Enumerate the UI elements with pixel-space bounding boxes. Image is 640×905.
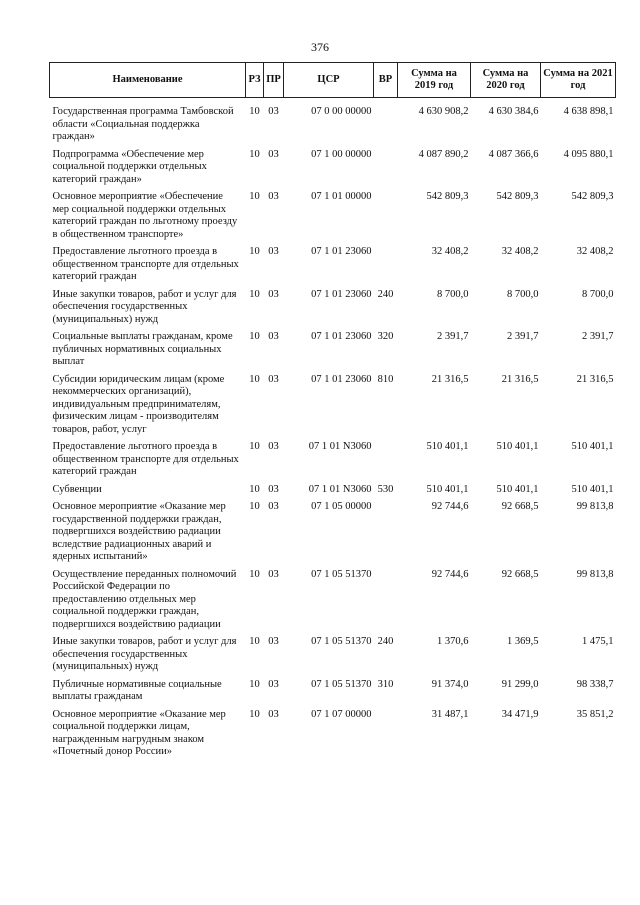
cell-name: Предоставление льготного проезда в общественном транспорте для отдельных категорий граждан bbox=[52, 441, 239, 477]
table-row bbox=[50, 677, 616, 707]
header-vr: ВР bbox=[374, 63, 398, 98]
cell-sum-2021: 2 391,7 bbox=[582, 331, 614, 342]
cell-sum-2020: 92 668,5 bbox=[501, 501, 539, 512]
cell-rz: 10 bbox=[249, 568, 260, 580]
cell-rz: 10 bbox=[249, 636, 260, 647]
cell-sum-2020: 8 700,0 bbox=[507, 288, 539, 300]
page-number: 376 bbox=[311, 40, 329, 54]
cell-sum-2020: 542 809,3 bbox=[496, 191, 539, 202]
cell-sum-2020: 2 391,7 bbox=[507, 331, 539, 342]
cell-rz: 10 bbox=[249, 483, 260, 495]
header-sum-2019: Сумма на 2019 год bbox=[398, 63, 471, 98]
cell-sum-2021: 510 401,1 bbox=[571, 483, 614, 495]
cell-sum-2019: 4 630 908,2 bbox=[418, 106, 469, 117]
cell-sum-2019: 510 401,1 bbox=[426, 441, 469, 452]
cell-vr bbox=[374, 439, 398, 482]
header-csr: ЦСР bbox=[284, 63, 374, 98]
table-row bbox=[50, 329, 616, 372]
cell-pr: 03 bbox=[268, 191, 279, 202]
cell-name: Публичные нормативные социальные выплаты гражданам bbox=[52, 678, 222, 702]
cell-sum-2021: 98 338,7 bbox=[576, 678, 614, 690]
cell-name: Субвенции bbox=[52, 483, 102, 495]
cell-sum-2019: 542 809,3 bbox=[426, 191, 469, 202]
table-row bbox=[50, 372, 616, 440]
cell-rz: 10 bbox=[249, 501, 260, 512]
cell-csr: 07 1 05 51370 bbox=[311, 678, 372, 690]
table-row bbox=[50, 98, 616, 147]
table-row bbox=[50, 189, 616, 244]
cell-name: Основное мероприятие «Обеспечение мер социальной поддержки отдельных категорий граждан по льготному проезду в общественном транспорте» bbox=[52, 191, 238, 240]
cell-name: Социальные выплаты гражданам, кроме публичных нормативных социальных выплат bbox=[52, 331, 233, 367]
cell-rz: 10 bbox=[249, 288, 260, 300]
cell-name: Иные закупки товаров, работ и услуг для обеспечения государственных (муниципальных) нужд bbox=[52, 636, 237, 672]
header-pr: ПР bbox=[264, 63, 284, 98]
cell-name: Осуществление переданных полномочий Российской Федерации по предоставлению отдельных мер социальной поддержки граждан, подвергшихся воздействию радиации bbox=[52, 568, 237, 630]
cell-vr bbox=[374, 147, 398, 190]
cell-csr: 07 1 05 51370 bbox=[311, 636, 372, 647]
cell-sum-2021: 510 401,1 bbox=[571, 441, 614, 452]
cell-sum-2019: 8 700,0 bbox=[437, 288, 469, 300]
cell-sum-2021: 542 809,3 bbox=[571, 191, 614, 202]
cell-rz: 10 bbox=[249, 373, 260, 385]
cell-sum-2021: 32 408,2 bbox=[576, 246, 614, 257]
header-sum-2020: Сумма на 2020 год bbox=[471, 63, 541, 98]
cell-pr: 03 bbox=[268, 441, 279, 452]
cell-name: Основное мероприятие «Оказание мер социальной поддержки лицам, награжденным нагрудным знаком «Почетный донор России» bbox=[52, 708, 226, 757]
cell-sum-2020: 91 299,0 bbox=[501, 678, 539, 690]
cell-vr bbox=[374, 567, 398, 635]
cell-rz: 10 bbox=[249, 106, 260, 117]
cell-vr: 320 bbox=[377, 331, 394, 342]
cell-name: Иные закупки товаров, работ и услуг для обеспечения государственных (муниципальных) нужд bbox=[52, 288, 237, 325]
header-name: Наименование bbox=[50, 63, 246, 98]
cell-csr: 07 1 01 23060 bbox=[311, 246, 372, 257]
cell-name: Государственная программа Тамбовской области «Социальная поддержка граждан» bbox=[52, 106, 234, 142]
cell-csr: 07 1 01 00000 bbox=[311, 191, 372, 202]
cell-vr: 530 bbox=[377, 483, 394, 495]
cell-rz: 10 bbox=[249, 708, 260, 720]
cell-pr: 03 bbox=[268, 708, 279, 720]
cell-csr: 07 1 05 51370 bbox=[311, 568, 372, 580]
cell-sum-2021: 8 700,0 bbox=[582, 288, 614, 300]
cell-sum-2020: 510 401,1 bbox=[496, 441, 539, 452]
cell-sum-2019: 92 744,6 bbox=[431, 501, 469, 512]
cell-pr: 03 bbox=[268, 288, 279, 300]
table-row bbox=[50, 244, 616, 287]
cell-sum-2020: 4 087 366,6 bbox=[488, 148, 539, 160]
cell-rz: 10 bbox=[249, 441, 260, 452]
cell-csr: 07 1 05 00000 bbox=[311, 501, 372, 512]
cell-pr: 03 bbox=[268, 373, 279, 385]
cell-vr: 240 bbox=[377, 636, 394, 647]
cell-rz: 10 bbox=[249, 191, 260, 202]
header-sum-2021: Сумма на 2021 год bbox=[541, 63, 616, 98]
cell-pr: 03 bbox=[268, 246, 279, 257]
cell-sum-2019: 31 487,1 bbox=[431, 708, 469, 720]
table-row bbox=[50, 147, 616, 190]
cell-pr: 03 bbox=[268, 106, 279, 117]
cell-sum-2019: 2 391,7 bbox=[437, 331, 469, 342]
cell-sum-2019: 1 370,6 bbox=[437, 636, 469, 647]
cell-csr: 07 1 01 23060 bbox=[311, 373, 372, 385]
cell-vr: 310 bbox=[377, 678, 394, 690]
cell-csr: 07 1 00 00000 bbox=[311, 148, 372, 160]
cell-sum-2021: 4 095 880,1 bbox=[563, 148, 614, 160]
cell-sum-2019: 32 408,2 bbox=[431, 246, 469, 257]
cell-vr bbox=[374, 707, 398, 762]
cell-name: Субсидии юридическим лицам (кроме некоммерческих организаций), индивидуальным предпринимателям, физическим лицам - производителям товаров, работ, услуг bbox=[52, 373, 225, 435]
cell-vr bbox=[374, 244, 398, 287]
cell-sum-2019: 4 087 890,2 bbox=[418, 148, 469, 160]
cell-vr bbox=[374, 189, 398, 244]
cell-sum-2019: 91 374,0 bbox=[431, 678, 469, 690]
cell-pr: 03 bbox=[268, 148, 279, 160]
cell-sum-2019: 92 744,6 bbox=[431, 568, 469, 580]
cell-pr: 03 bbox=[268, 483, 279, 495]
cell-sum-2021: 99 813,8 bbox=[576, 568, 614, 580]
table-row bbox=[50, 499, 616, 567]
cell-csr: 07 1 01 23060 bbox=[311, 331, 372, 342]
cell-vr bbox=[374, 499, 398, 567]
table-body bbox=[50, 98, 616, 762]
cell-vr: 240 bbox=[377, 288, 394, 300]
cell-pr: 03 bbox=[268, 636, 279, 647]
cell-csr: 07 1 01 N3060 bbox=[308, 483, 372, 495]
table-row bbox=[50, 482, 616, 500]
cell-rz: 10 bbox=[249, 246, 260, 257]
table-row bbox=[50, 439, 616, 482]
cell-name: Предоставление льготного проезда в общественном транспорте для отдельных категорий граждан bbox=[52, 246, 239, 282]
cell-pr: 03 bbox=[268, 331, 279, 342]
cell-csr: 07 1 01 N3060 bbox=[308, 441, 372, 452]
cell-sum-2021: 35 851,2 bbox=[576, 708, 614, 720]
table-row bbox=[50, 287, 616, 330]
cell-csr: 07 1 01 23060 bbox=[311, 288, 372, 300]
cell-rz: 10 bbox=[249, 678, 260, 690]
cell-sum-2020: 21 316,5 bbox=[501, 373, 539, 385]
cell-vr: 810 bbox=[377, 373, 394, 385]
cell-pr: 03 bbox=[268, 678, 279, 690]
cell-sum-2019: 510 401,1 bbox=[426, 483, 469, 495]
cell-sum-2020: 32 408,2 bbox=[501, 246, 539, 257]
cell-sum-2021: 21 316,5 bbox=[576, 373, 614, 385]
cell-sum-2020: 510 401,1 bbox=[496, 483, 539, 495]
cell-name: Основное мероприятие «Оказание мер государственной поддержки граждан, подвергшихся воздействию радиации вследствие радиационных аварий и ядерных испытаний» bbox=[52, 501, 226, 562]
cell-sum-2019: 21 316,5 bbox=[431, 373, 469, 385]
cell-pr: 03 bbox=[268, 568, 279, 580]
cell-sum-2020: 92 668,5 bbox=[501, 568, 539, 580]
cell-rz: 10 bbox=[249, 148, 260, 160]
cell-pr: 03 bbox=[268, 501, 279, 512]
table-row bbox=[50, 634, 616, 677]
cell-csr: 07 1 07 00000 bbox=[311, 708, 372, 720]
cell-vr bbox=[374, 98, 398, 147]
cell-sum-2020: 34 471,9 bbox=[501, 708, 539, 720]
table-row bbox=[50, 707, 616, 762]
cell-rz: 10 bbox=[249, 331, 260, 342]
cell-name: Подпрограмма «Обеспечение мер социальной поддержки отдельных категорий граждан» bbox=[52, 148, 207, 185]
cell-sum-2020: 1 369,5 bbox=[507, 636, 539, 647]
budget-table bbox=[49, 62, 616, 762]
cell-sum-2021: 99 813,8 bbox=[576, 501, 614, 512]
header-rz: РЗ bbox=[246, 63, 264, 98]
table-header bbox=[50, 63, 616, 98]
cell-sum-2020: 4 630 384,6 bbox=[488, 106, 539, 117]
cell-sum-2021: 4 638 898,1 bbox=[563, 106, 614, 117]
table-row bbox=[50, 567, 616, 635]
cell-csr: 07 0 00 00000 bbox=[311, 106, 372, 117]
cell-sum-2021: 1 475,1 bbox=[582, 636, 614, 647]
